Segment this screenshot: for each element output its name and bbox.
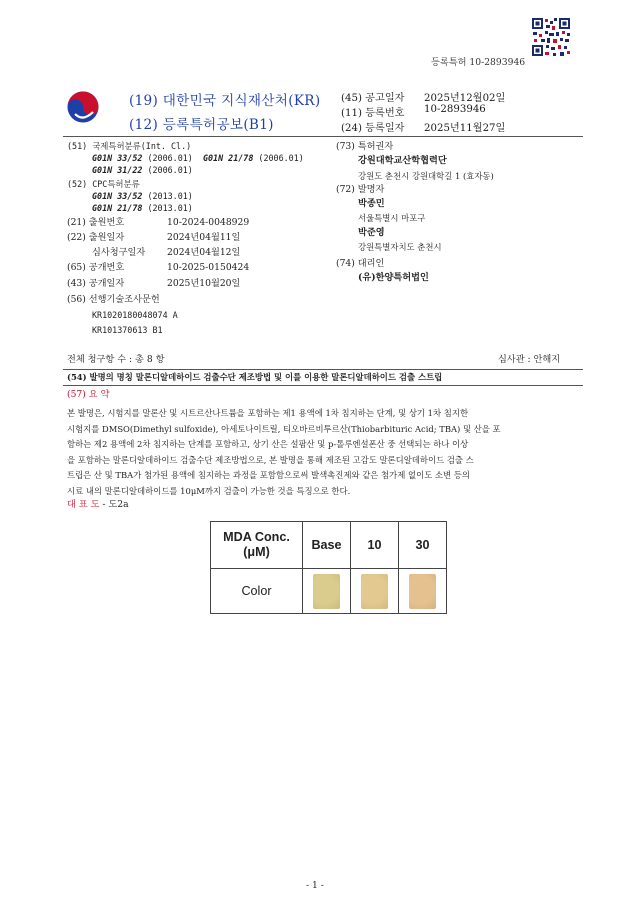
cpc-label: (52) CPC특허분류 [67,179,140,189]
cpc-version: (2013.01) [147,191,193,201]
ipc-entry-3 [92,165,193,177]
title-top-rule [63,369,583,370]
representative-figure-value: - 도2a [102,499,129,510]
title-bottom-rule [63,385,583,386]
abstract-body [67,406,587,500]
abstract-line: 시료 내의 말론디알데하이드를 10μM까지 검출이 가능한 것을 특징으로 한다. [67,485,351,496]
open-date: 2025년10월20일 [167,278,241,289]
qr-code-icon [531,17,571,57]
application-date-label: (22) 출원일자 [67,232,125,243]
abstract-heading: (57) 요 약 [67,389,110,400]
patentee-label: (73) 특허권자 [336,141,394,152]
color-swatch-30 [409,574,436,609]
invention-title: (54) 발명의 명칭 말론디알데하이드 검출수단 제조방법 및 이를 이용한 말론디알데하이드 검출 스트립 [67,372,443,382]
page-number: - 1 - [306,880,324,891]
color-swatch-base [313,574,340,609]
publication-date-label: (45) 공고일자 [341,93,405,104]
application-number-label: (21) 출원번호 [67,217,125,228]
document-number-label: 등록특허 10-2893946 [431,57,526,68]
cpc-entry-2 [92,203,193,215]
prior-art-2: KR101370613 B1 [92,325,163,335]
registration-date: 2025년11월27일 [424,123,506,134]
registration-number-label: (11) 등록번호 [341,108,405,119]
patentee-name: 강원대학교산학협력단 [358,155,447,166]
ipc-code: G01N 31/22 [92,165,143,175]
figure-header-concentration: MDA Conc. (μM) [211,522,303,569]
open-number-label: (65) 공개번호 [67,262,125,273]
abstract-line: 을 포함하는 말론디알데하이드 검출수단 제조방법으로, 본 발명을 통해 제조된 고감도 말론디알데하이드 검출 스 [67,454,474,465]
taegeuk-logo-icon [66,90,100,124]
inventor-address-1: 서울특별시 마포구 [358,213,426,223]
cpc-code: G01N 21/78 [92,203,143,213]
figure-header-10: 10 [351,522,399,569]
swatch-cell-10 [351,569,399,614]
ipc-entry-1 [92,153,304,165]
representative-figure [67,499,129,511]
examiner: 심사관 : 안해지 [498,354,561,365]
header-divider [63,136,583,137]
prior-art-label: (56) 선행기술조사문헌 [67,294,160,305]
ipc-version: (2006.01) [147,165,193,175]
inventor-label: (72) 발명자 [336,184,385,195]
ipc-version: (2006.01) [258,153,304,163]
application-number: 10-2024-0048929 [167,217,250,228]
publication-date: 2025년12월02일 [424,93,506,104]
publication-type-title: (12) 등록특허공보(B1) [129,117,274,133]
cpc-entry-1 [92,191,193,203]
cpc-version: (2013.01) [147,203,193,213]
ipc-version: (2006.01) [147,153,193,163]
abstract-line: 함하는 제2 용액에 2차 침지하는 단계를 포함하고, 상기 산은 설팜산 및 p-톨루엔설폰산 중 선택되는 하나 이상 [67,439,469,450]
inventor-address-2: 강원특별자치도 춘천시 [358,242,442,252]
swatch-cell-base [303,569,351,614]
abstract-line: 본 발명은, 시험지를 말론산 및 시트르산나트륨을 포함하는 제1 용액에 1차 침지하는 단계, 및 상기 1차 침지한 [67,408,469,418]
prior-art-1: KR1020180048074 A [92,310,178,320]
agent-label: (74) 대리인 [336,258,385,269]
application-date: 2024년04월11일 [167,232,241,243]
inventor-name-1: 박종민 [358,198,385,209]
abstract-line: 시험지를 DMSO(Dimethyl sulfoxide), 아세토나이트릴, 티오바르비투르산(Thiobarbituric Acid; TBA) 및 산을 포 [67,423,501,434]
figure-header-30: 30 [399,522,447,569]
ipc-code: G01N 21/78 [202,153,254,163]
exam-request-date: 2024년04월12일 [167,247,241,258]
total-claims: 전체 청구항 수 : 총 8 항 [67,354,165,365]
ipc-code: G01N 33/52 [92,153,143,163]
open-number: 10-2025-0150424 [167,262,250,273]
registration-number: 10-2893946 [424,104,486,115]
figure-row-label-color: Color [211,569,303,614]
cpc-code: G01N 33/52 [92,191,143,201]
exam-request-date-label: 심사청구일자 [92,247,146,258]
registration-date-label: (24) 등록일자 [341,123,405,134]
inventor-name-2: 박준영 [358,227,385,238]
patentee-address: 강원도 춘천시 강원대학길 1 (효자동) [358,171,494,181]
representative-figure-label: 대 표 도 [67,499,100,510]
agent-name: (유)한양특허법인 [358,272,429,283]
abstract-line: 트립은 산 및 TBA가 첨가된 용액에 침지하는 과정을 포함함으로써 발색촉진제와 같은 첨가제 없이도 소변 등의 [67,470,470,481]
figure-header-base: Base [303,522,351,569]
ipc-label: (51) 국제특허분류(Int. Cl.) [67,141,192,151]
open-date-label: (43) 공개일자 [67,278,125,289]
figure-table [210,521,447,614]
color-swatch-10 [361,574,388,609]
country-office-title: (19) 대한민국 지식재산처(KR) [129,93,321,109]
swatch-cell-30 [399,569,447,614]
